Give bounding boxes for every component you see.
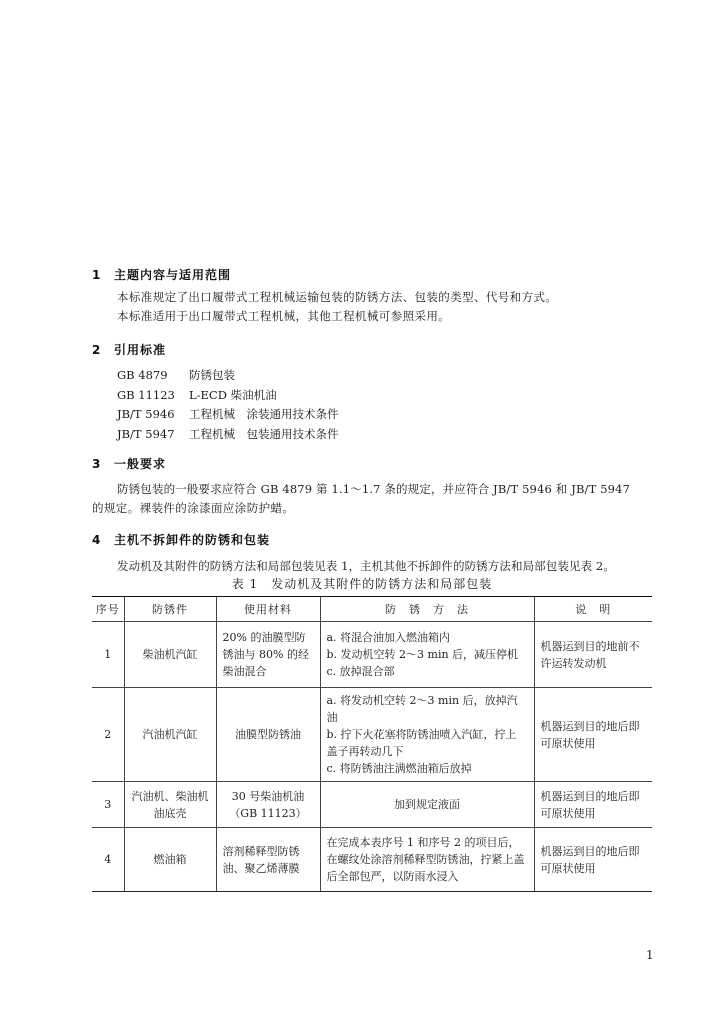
table-header-row	[92, 597, 652, 622]
page-number: 1	[646, 948, 654, 962]
section-3-heading	[92, 455, 166, 472]
cell-no: 3	[92, 782, 124, 828]
cell-no: 4	[92, 828, 124, 892]
cell-method	[320, 782, 534, 828]
method-step: c. 放掉混合部	[326, 665, 395, 678]
cell-material: 溶剂稀释型防锈油、聚乙烯薄膜	[216, 828, 320, 892]
cell-material: 20% 的油膜型防锈油与 80% 的经柴油混合	[216, 622, 320, 688]
reference-name: 防锈包装	[189, 368, 235, 382]
cell-note: 机器运到目的地后即可原状使用	[534, 688, 652, 782]
cell-method	[320, 622, 534, 688]
cell-note: 机器运到目的地后即可原状使用	[534, 782, 652, 828]
reference-list	[117, 366, 339, 444]
section-title: 主题内容与适用范围	[114, 268, 232, 282]
header-no: 序号	[92, 597, 124, 622]
cell-part: 汽油机汽缸	[124, 688, 216, 782]
section-number: 1	[92, 268, 102, 282]
cell-no: 1	[92, 622, 124, 688]
reference-code: JB/T 5946	[117, 407, 175, 421]
header-material: 使用材料	[216, 597, 320, 622]
cell-part: 汽油机、柴油机油底壳	[124, 782, 216, 828]
method-step: b. 发动机空转 2～3 min 后，减压停机	[326, 648, 519, 661]
cell-no: 2	[92, 688, 124, 782]
method-step: 加到规定液面	[394, 798, 460, 811]
table-row	[92, 828, 652, 892]
section-number: 3	[92, 457, 102, 471]
section-1-heading	[92, 266, 231, 283]
table-caption: 表 1 发动机及其附件的防锈方法和局部包装	[231, 577, 493, 591]
reference-name: 工程机械 涂装通用技术条件	[189, 407, 339, 421]
section-title: 引用标准	[114, 343, 167, 357]
cell-method	[320, 688, 534, 782]
section-3-paragraph-2: 的规定。裸装件的涂漆面应涂防护蜡。	[92, 501, 295, 515]
table-row	[92, 622, 652, 688]
method-step: c. 将防锈油注满燃油箱后放掉	[326, 762, 472, 775]
section-1-paragraph-1: 本标准规定了出口履带式工程机械运输包装的防锈方法、包装的类型、代号和方式。	[117, 290, 558, 304]
reference-item	[117, 425, 339, 445]
header-part: 防锈件	[124, 597, 216, 622]
reference-item	[117, 366, 339, 386]
section-title: 主机不拆卸件的防锈和包装	[114, 533, 271, 547]
method-step: 在完成本表序号 1 和序号 2 的项目后，在螺纹处涂溶剂稀释型防锈油，拧紧上盖后全部包严，以防雨水浸入	[326, 836, 525, 883]
table-row	[92, 688, 652, 782]
reference-code: GB 4879	[117, 368, 168, 382]
rust-prevention-table	[92, 596, 652, 892]
header-note: 说 明	[534, 597, 652, 622]
cell-material: 油膜型防锈油	[216, 688, 320, 782]
section-2-heading	[92, 341, 166, 358]
reference-code: JB/T 5947	[117, 426, 175, 441]
section-1-paragraph-2: 本标准适用于出口履带式工程机械，其他工程机械可参照采用。	[117, 309, 451, 323]
cell-material: 30 号柴油机油（GB 11123）	[216, 782, 320, 828]
reference-code: GB 11123	[117, 387, 175, 402]
section-4-heading	[92, 531, 270, 548]
section-number: 4	[92, 533, 102, 547]
cell-note: 机器运到目的地前不许运转发动机	[534, 622, 652, 688]
reference-name: L-ECD 柴油机油	[189, 387, 277, 402]
reference-item	[117, 405, 339, 425]
reference-name: 工程机械 包装通用技术条件	[189, 426, 339, 441]
section-4-paragraph-1: 发动机及其附件的防锈方法和局部包装见表 1，主机其他不拆卸件的防锈方法和局部包装见表 2。	[117, 559, 615, 573]
cell-method	[320, 828, 534, 892]
header-method: 防 锈 方 法	[320, 597, 534, 622]
method-step: a. 将发动机空转 2～3 min 后，放掉汽油	[326, 694, 518, 724]
reference-item	[117, 386, 339, 406]
section-title: 一般要求	[114, 457, 167, 471]
cell-part: 柴油机汽缸	[124, 622, 216, 688]
table-row	[92, 782, 652, 828]
section-3-paragraph-1: 防锈包装的一般要求应符合 GB 4879 第 1.1～1.7 条的规定，并应符合 JB/T 5946 和 JB/T 5947	[117, 482, 631, 496]
cell-part: 燃油箱	[124, 828, 216, 892]
method-step: b. 拧下火花塞将防锈油喷入汽缸，拧上盖子再转动几下	[326, 728, 517, 758]
method-step: a. 将混合油加入燃油箱内	[326, 631, 451, 644]
section-number: 2	[92, 343, 102, 357]
cell-note: 机器运到目的地后即可原状使用	[534, 828, 652, 892]
